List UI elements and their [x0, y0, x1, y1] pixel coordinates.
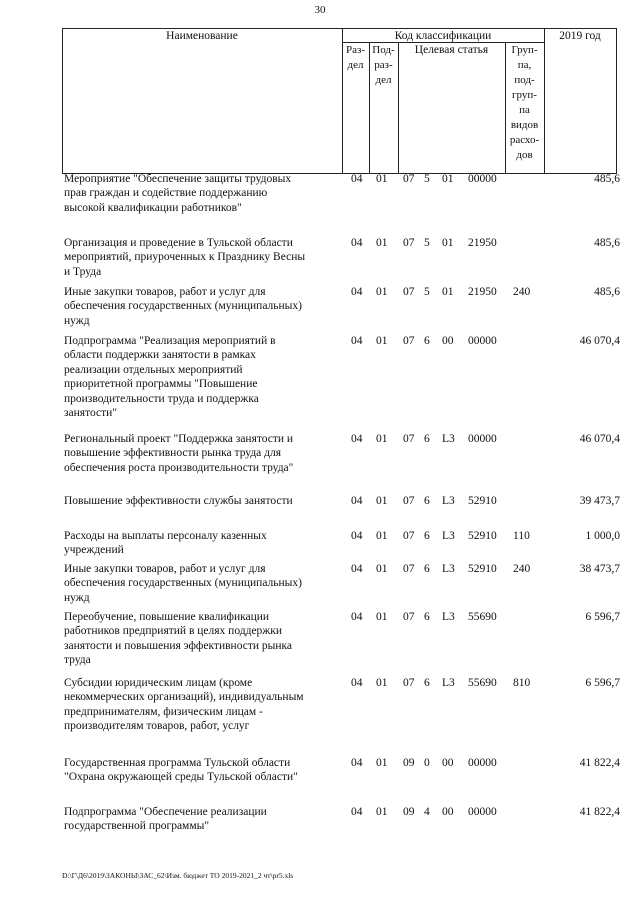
code-r: 04 [351, 530, 363, 542]
code-d: 21950 [468, 286, 497, 298]
code-d: 52910 [468, 563, 497, 575]
code-p: 01 [376, 530, 388, 542]
row-name: Государственная программа Тульской области "Охрана окружающей среды Тульской области" [64, 757, 298, 784]
code-c: L3 [442, 563, 455, 575]
code-d: 55690 [468, 611, 497, 623]
code-c: L3 [442, 530, 455, 542]
row-amount: 6 596,7 [585, 611, 620, 623]
code-a: 09 [403, 757, 415, 769]
row-name: Подпрограмма "Обеспечение реализации государственной программы" [64, 806, 267, 833]
row-amount: 1 000,0 [585, 530, 620, 542]
code-c: 01 [442, 286, 454, 298]
row-name: Переобучение, повышение квалификации работников предприятий в целях поддержки занятости и повышения эффективности рынка труда [64, 611, 293, 667]
header-name: Наименование [166, 30, 238, 42]
row-name: Иные закупки товаров, работ и услуг для обеспечения государственных (муниципальных) нужд [64, 286, 302, 327]
code-a: 07 [403, 286, 415, 298]
code-d: 00000 [468, 173, 497, 185]
code-b: 4 [424, 806, 430, 818]
code-p: 01 [376, 677, 388, 689]
header-year: 2019 год [559, 30, 601, 42]
code-b: 6 [424, 611, 430, 623]
code-b: 5 [424, 237, 430, 249]
code-b: 0 [424, 757, 430, 769]
header-subsection: Под- раз- дел [372, 44, 395, 86]
code-b: 6 [424, 495, 430, 507]
code-p: 01 [376, 611, 388, 623]
code-r: 04 [351, 286, 363, 298]
code-b: 5 [424, 173, 430, 185]
row-amount: 41 822,4 [579, 806, 620, 818]
code-d: 52910 [468, 495, 497, 507]
code-c: 00 [442, 335, 454, 347]
header-classification-code: Код классификации [394, 30, 492, 42]
row-name: Иные закупки товаров, работ и услуг для обеспечения государственных (муниципальных) нужд [64, 563, 302, 604]
code-p: 01 [376, 563, 388, 575]
file-path-footer: D:\Г\Д6\2019\ЗАКОНЫ\ЗАС_62\Изм. бюджет ТО 2019-2021_2 чт\pr5.xls [62, 871, 294, 880]
code-p: 01 [376, 286, 388, 298]
code-d: 55690 [468, 677, 497, 689]
code-a: 07 [403, 530, 415, 542]
code-a: 07 [403, 433, 415, 445]
code-a: 09 [403, 806, 415, 818]
code-b: 6 [424, 433, 430, 445]
row-name: Региональный проект "Поддержка занятости и повышение эффективности рынка труда для обеспечения роста производительности труда" [64, 433, 294, 474]
code-a: 07 [403, 173, 415, 185]
row-amount: 41 822,4 [579, 757, 620, 769]
code-c: L3 [442, 611, 455, 623]
code-r: 04 [351, 237, 363, 249]
code-p: 01 [376, 433, 388, 445]
code-d: 00000 [468, 757, 497, 769]
code-d: 00000 [468, 433, 497, 445]
row-amount: 46 070,4 [579, 433, 620, 445]
code-r: 04 [351, 495, 363, 507]
header-section: Раз- дел [345, 44, 365, 71]
row-amount: 6 596,7 [585, 677, 620, 689]
code-r: 04 [351, 335, 363, 347]
code-g: 240 [513, 286, 531, 298]
code-c: 00 [442, 806, 454, 818]
code-r: 04 [351, 173, 363, 185]
code-d: 00000 [468, 806, 497, 818]
code-r: 04 [351, 806, 363, 818]
code-p: 01 [376, 237, 388, 249]
page-number: 30 [314, 4, 326, 16]
code-c: 00 [442, 757, 454, 769]
code-r: 04 [351, 563, 363, 575]
code-g: 110 [513, 530, 530, 542]
code-p: 01 [376, 806, 388, 818]
row-name: Организация и проведение в Тульской области мероприятий, приуроченных к Празднику Весны и Труда [64, 237, 306, 278]
code-p: 01 [376, 173, 388, 185]
row-amount: 38 473,7 [579, 563, 620, 575]
code-a: 07 [403, 611, 415, 623]
code-d: 21950 [468, 237, 497, 249]
code-b: 6 [424, 335, 430, 347]
row-name: Подпрограмма "Реализация мероприятий в области поддержки занятости в рамках реализации отдельных мероприятий приоритетной программы "Повышение производительности труда и поддержка занятости" [64, 335, 276, 420]
code-r: 04 [351, 757, 363, 769]
code-c: 01 [442, 173, 454, 185]
code-b: 6 [424, 677, 430, 689]
code-a: 07 [403, 677, 415, 689]
header-group: Груп- па, под- груп- па видов расхо- дов [509, 44, 540, 161]
code-a: 07 [403, 563, 415, 575]
row-name: Повышение эффективности службы занятости [64, 495, 293, 507]
code-c: L3 [442, 677, 455, 689]
code-a: 07 [403, 335, 415, 347]
code-a: 07 [403, 237, 415, 249]
row-amount: 485,6 [594, 237, 620, 249]
code-r: 04 [351, 611, 363, 623]
code-b: 5 [424, 286, 430, 298]
code-g: 240 [513, 563, 531, 575]
code-p: 01 [376, 495, 388, 507]
row-amount: 39 473,7 [579, 495, 620, 507]
header-target-article: Целевая статья [414, 44, 489, 56]
code-r: 04 [351, 433, 363, 445]
code-b: 6 [424, 563, 430, 575]
row-name: Мероприятие "Обеспечение защиты трудовых прав граждан и содействие поддержанию высокой квалификации работников" [64, 173, 292, 214]
row-amount: 485,6 [594, 286, 620, 298]
code-a: 07 [403, 495, 415, 507]
row-amount: 485,6 [594, 173, 620, 185]
code-d: 52910 [468, 530, 497, 542]
row-amount: 46 070,4 [579, 335, 620, 347]
code-r: 04 [351, 677, 363, 689]
code-c: 01 [442, 237, 454, 249]
code-g: 810 [513, 677, 531, 689]
code-b: 6 [424, 530, 430, 542]
row-name: Расходы на выплаты персоналу казенных учреждений [64, 530, 267, 557]
code-p: 01 [376, 757, 388, 769]
code-c: L3 [442, 433, 455, 445]
code-c: L3 [442, 495, 455, 507]
row-name: Субсидии юридическим лицам (кроме некоммерческих организаций), индивидуальным предпринимателям, физическим лицам - производителям товаров, работ, услуг [64, 677, 304, 733]
code-p: 01 [376, 335, 388, 347]
code-d: 00000 [468, 335, 497, 347]
